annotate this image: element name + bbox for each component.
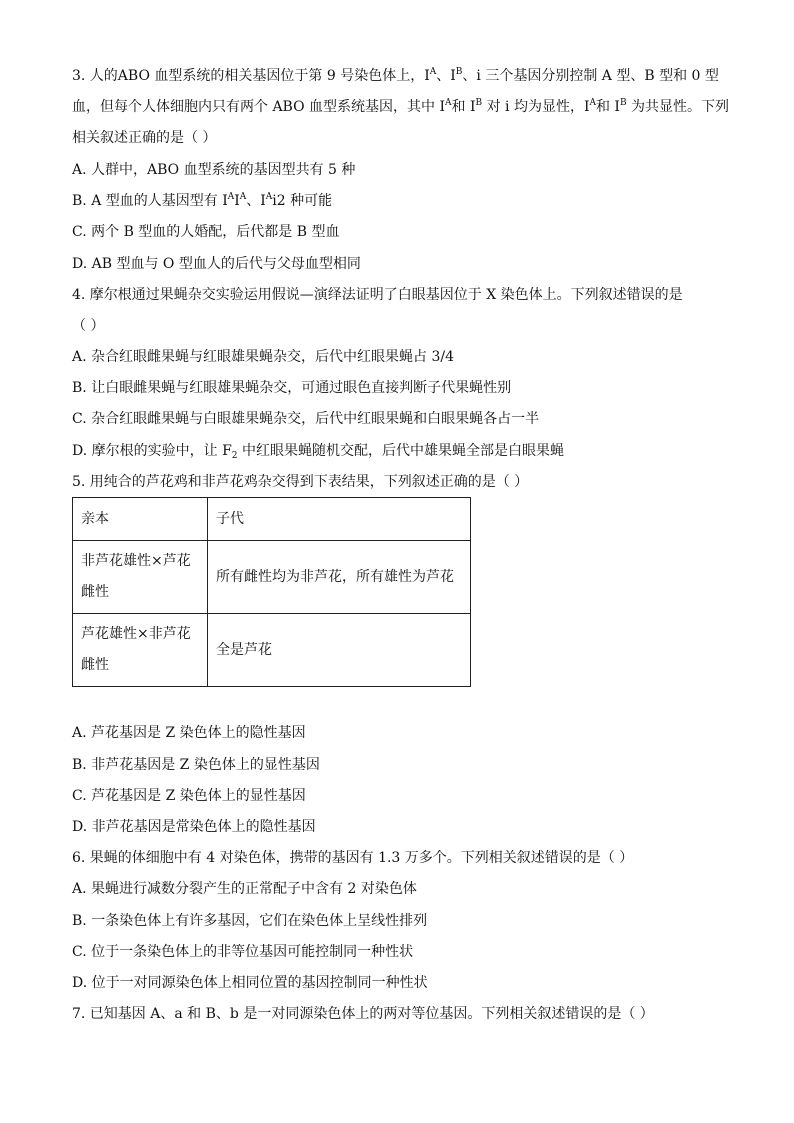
question-4-option-d: D. 摩尔根的实验中，让 $F_2$ 中红眼果蝇随机交配，后代中雄果蝇全部是白眼果蝇 [72,443,564,461]
table-header-parents: 亲本 [73,498,208,541]
question-7-stem: 7. 已知基因 A、a 和 B、b 是一对同源染色体上的两对等位基因。下列相关叙述错误的是（ ） [72,1006,654,1022]
question-4-option-b: B. 让白眼雌果蝇与红眼雄果蝇杂交，可通过眼色直接判断子代果蝇性别 [72,380,512,396]
question-5-option-d: D. 非芦花基因是常染色体上的隐性基因 [72,819,316,835]
question-4-stem-line-2: （ ） [72,318,105,334]
table-header-offspring: 子代 [208,498,471,541]
table-cell-offspring: 全是芦花 [208,614,471,687]
question-3-stem-line-3: 相关叙述正确的是（ ） [72,130,217,146]
question-5-option-b: B. 非芦花基因是 Z 染色体上的显性基因 [72,757,320,773]
question-4-option-a: A. 杂合红眼雌果蝇与红眼雄果蝇杂交，后代中红眼果蝇占 3/4 [72,349,454,365]
cross-results-table [72,497,471,687]
question-5-option-c: C. 芦花基因是 Z 染色体上的显性基因 [72,788,306,804]
question-5-option-a: A. 芦花基因是 Z 染色体上的隐性基因 [72,725,306,741]
table-row [73,541,471,614]
table-header-row [73,498,471,541]
table-cell-offspring: 所有雌性均为非芦花，所有雄性为芦花 [208,541,471,614]
question-3-option-a: A. 人群中，ABO 血型系统的基因型共有 5 种 [72,162,356,178]
question-5-stem: 5. 用纯合的芦花鸡和非芦花鸡杂交得到下表结果，下列叙述正确的是（ ） [72,474,529,490]
question-4-option-c: C. 杂合红眼雌果蝇与白眼雄果蝇杂交，后代中红眼果蝇和白眼果蝇各占一半 [72,411,540,427]
question-3-option-b: B. A 型血的人基因型有 $I^AI^A$、$I^Ai2$ 种可能 [72,192,333,209]
question-3-stem-line-1: 3. 人的ABO 血型系统的相关基因位于第 9 号染色体上，$I^A$、$I^B$、i 三个基因分别控制 A 型、B 型和 0 型 [72,67,719,84]
question-6-stem: 6. 果蝇的体细胞中有 4 对染色体，携带的基因有 1.3 万多个。下列相关叙述错误的是（ ） [72,850,634,866]
question-6-option-c: C. 位于一条染色体上的非等位基因可能控制同一种性状 [72,944,414,960]
table-cell-parents: 芦花雄性×非芦花雌性 [73,614,208,687]
question-3-option-c: C. 两个 B 型血的人婚配，后代都是 B 型血 [72,224,340,240]
table-cell-parents: 非芦花雄性×芦花雌性 [73,541,208,614]
question-6-option-b: B. 一条染色体上有许多基因，它们在染色体上呈线性排列 [72,913,428,929]
question-4-stem-line-1: 4. 摩尔根通过果蝇杂交实验运用假说—演绎法证明了白眼基因位于 X 染色体上。下列叙述错误的是 [72,287,683,303]
question-6-option-a: A. 果蝇进行减数分裂产生的正常配子中含有 2 对染色体 [72,881,417,897]
question-6-option-d: D. 位于一对同源染色体上相同位置的基因控制同一种性状 [72,975,428,991]
question-3-stem-line-2: 血，但每个人体细胞内只有两个 ABO 血型系统基因，其中 $I^A$和 $I^B$ 对 i 均为显性，$I^A$和 $I^B$ 为共显性。下列 [72,98,730,115]
question-3-option-d: D. AB 型血与 O 型血人的后代与父母血型相同 [72,256,361,272]
table-row [73,614,471,687]
